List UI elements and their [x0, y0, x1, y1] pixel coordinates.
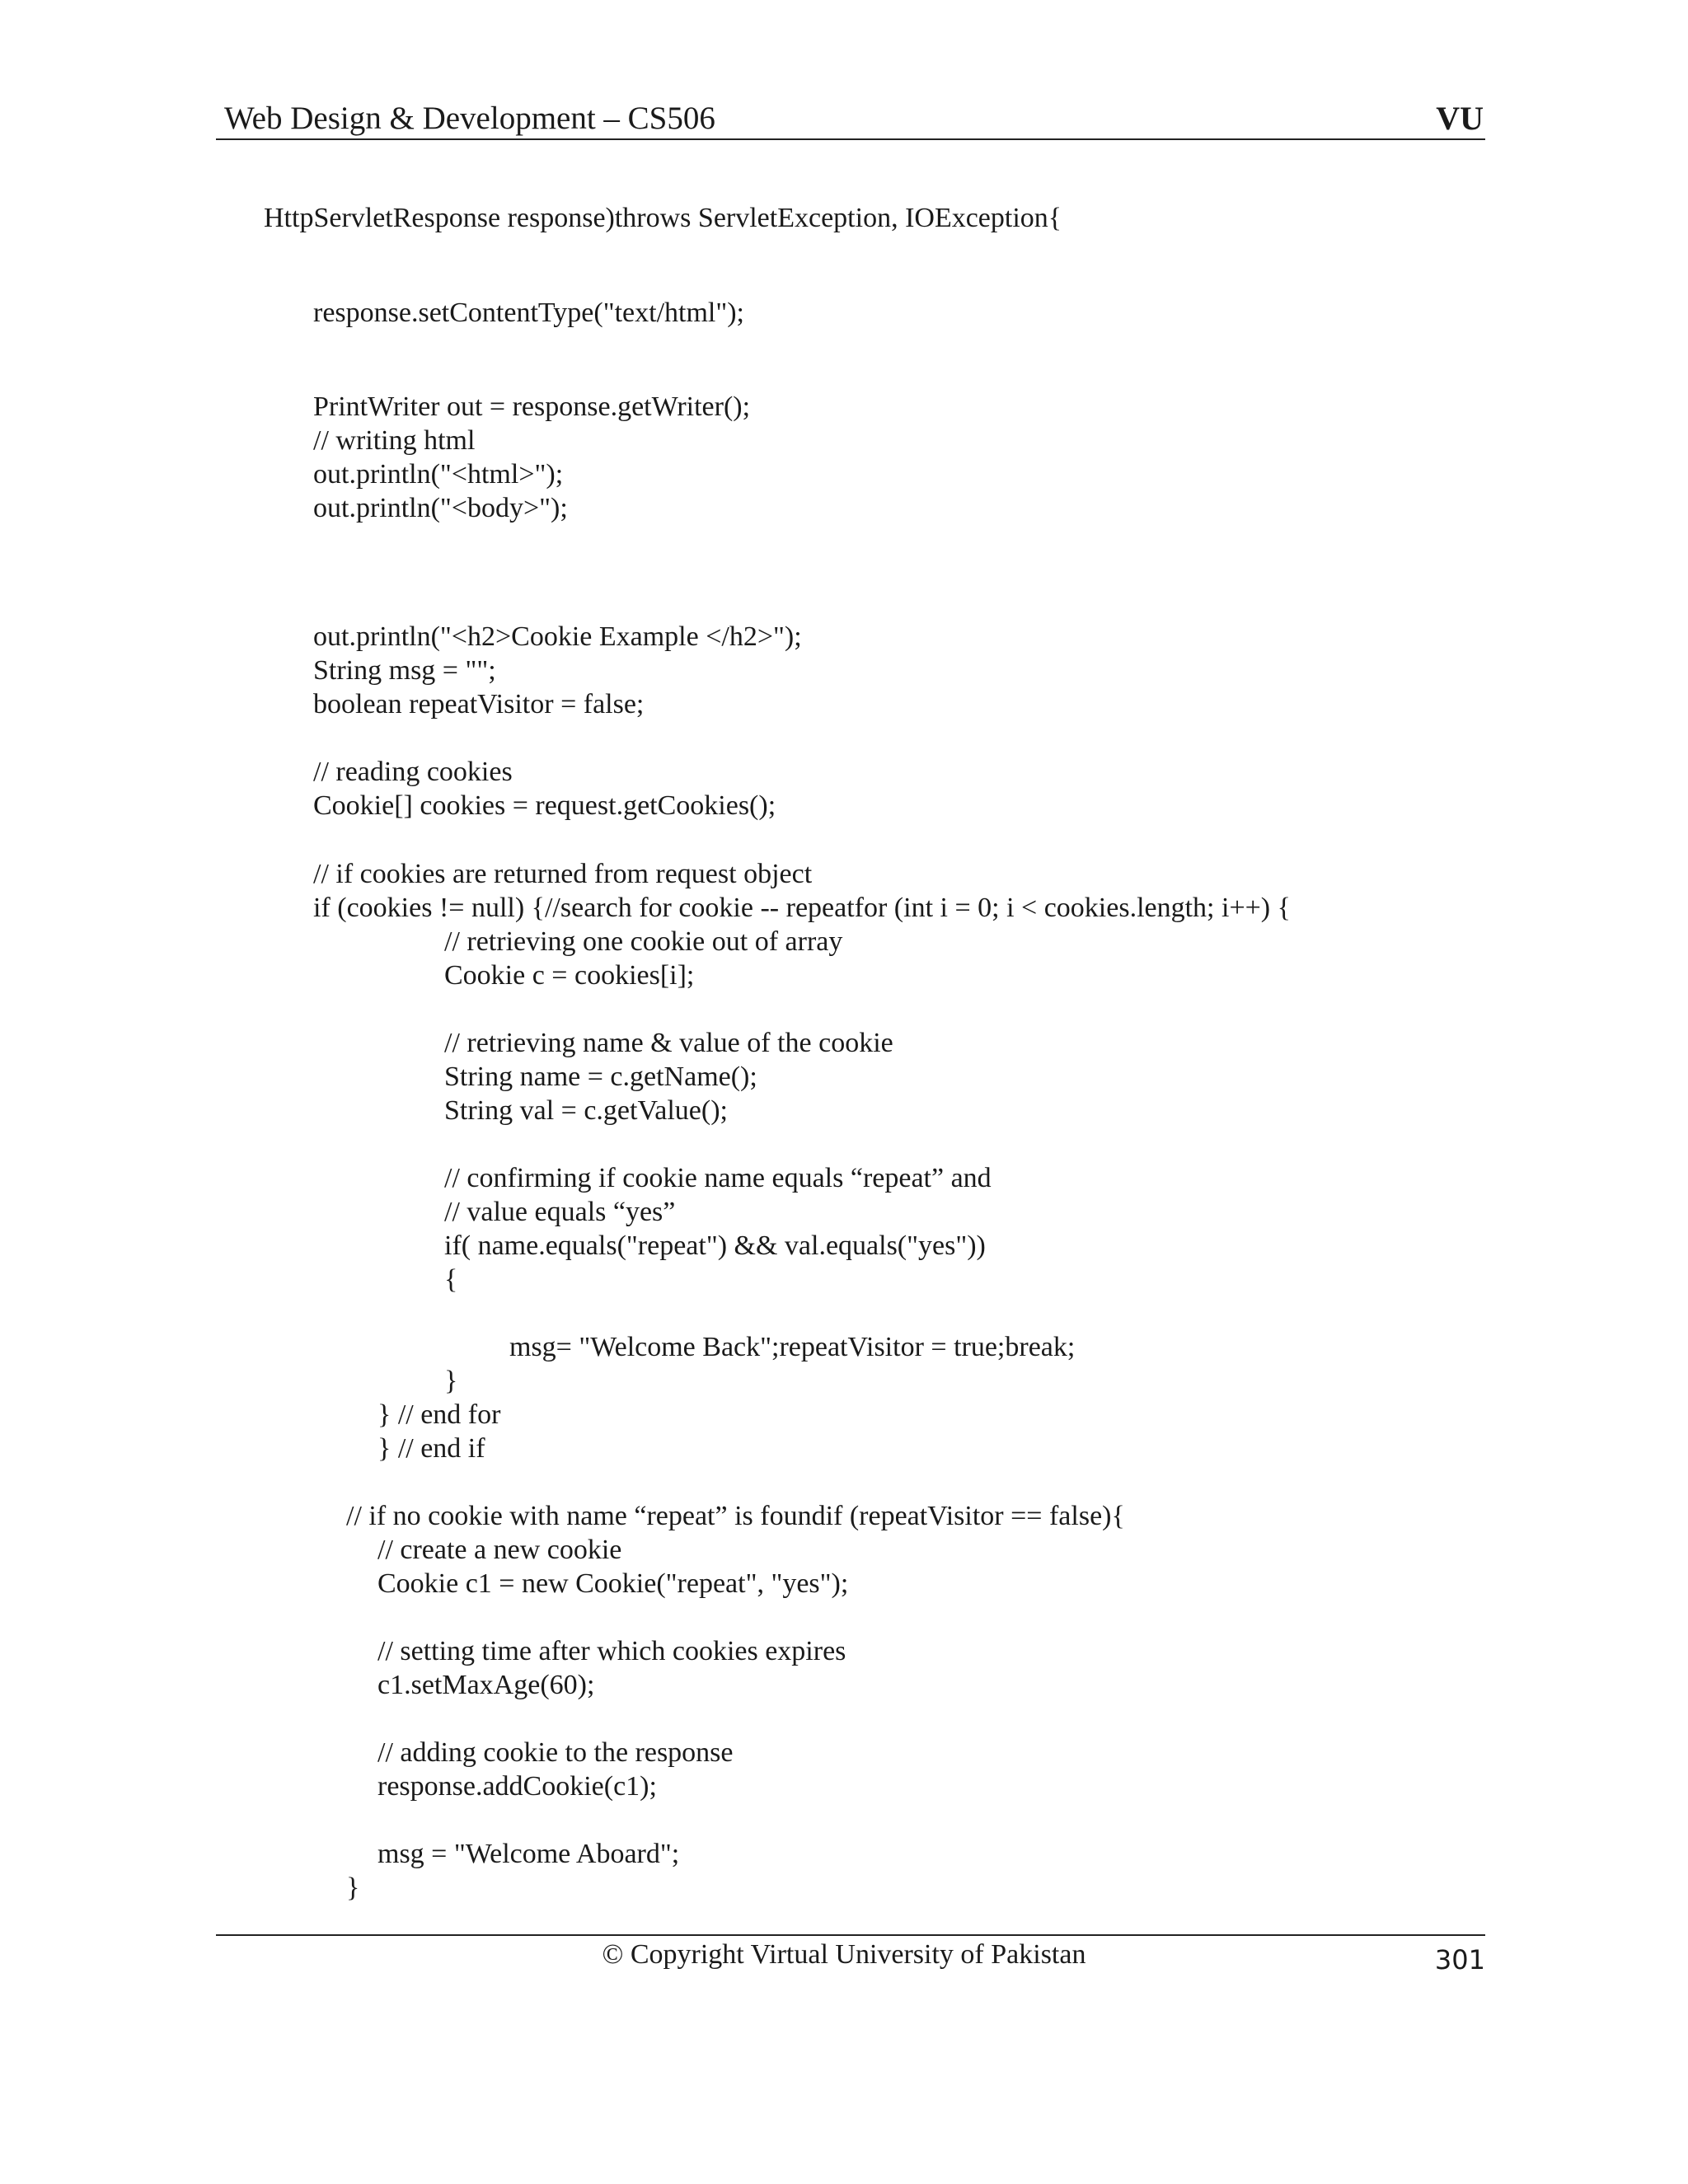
code-line: boolean repeatVisitor = false; — [313, 689, 645, 719]
vu-logo-text: VU — [1436, 100, 1484, 137]
code-line: String name = c.getName(); — [444, 1062, 757, 1092]
code-line: { — [444, 1264, 458, 1295]
code-line: } — [346, 1872, 360, 1903]
code-line: msg = "Welcome Aboard"; — [377, 1839, 680, 1869]
page-number: 301 — [1434, 1944, 1485, 1975]
code-line: Cookie c1 = new Cookie("repeat", "yes"); — [377, 1568, 849, 1599]
code-line: // value equals “yes” — [444, 1197, 676, 1227]
code-line: // confirming if cookie name equals “repeat” and — [444, 1163, 992, 1193]
code-line: // retrieving name & value of the cookie — [444, 1028, 893, 1058]
footer-divider — [216, 1934, 1485, 1936]
code-line: response.setContentType("text/html"); — [313, 298, 744, 328]
code-line: Cookie[] cookies = request.getCookies(); — [313, 790, 776, 821]
code-line: // create a new cookie — [377, 1535, 622, 1565]
copyright-notice: © Copyright Virtual University of Pakistan — [602, 1939, 1086, 1970]
code-line: if (cookies != null) {//search for cookie -- repeatfor (int i = 0; i < cookies.length; i++) { — [313, 893, 1291, 923]
code-line: response.addCookie(c1); — [377, 1771, 657, 1802]
code-line: HttpServletResponse response)throws ServletException, IOException{ — [264, 203, 1062, 233]
code-line: // if no cookie with name “repeat” is foundif (repeatVisitor == false){ — [346, 1501, 1125, 1531]
code-line: // adding cookie to the response — [377, 1737, 734, 1768]
code-line: out.println("<html>"); — [313, 459, 564, 490]
code-line: } — [444, 1366, 458, 1396]
code-line: // reading cookies — [313, 757, 513, 787]
code-line: msg= "Welcome Back";repeatVisitor = true;break; — [509, 1332, 1076, 1362]
code-line: String val = c.getValue(); — [444, 1095, 728, 1126]
code-line: c1.setMaxAge(60); — [377, 1670, 595, 1700]
code-line: if( name.equals("repeat") && val.equals("yes")) — [444, 1230, 986, 1261]
code-line: out.println("<body>"); — [313, 493, 568, 523]
page-header — [216, 97, 1485, 140]
code-line: String msg = ""; — [313, 655, 496, 686]
code-line: Cookie c = cookies[i]; — [444, 960, 695, 991]
code-line: // writing html — [313, 425, 476, 456]
code-line: out.println("<h2>Cookie Example </h2>"); — [313, 621, 802, 652]
code-line: } // end if — [377, 1433, 485, 1464]
code-line: // if cookies are returned from request object — [313, 859, 813, 889]
code-line: // setting time after which cookies expires — [377, 1636, 846, 1666]
course-title: Web Design & Development – CS506 — [224, 101, 715, 136]
code-line: // retrieving one cookie out of array — [444, 926, 843, 957]
code-line: } // end for — [377, 1399, 501, 1430]
code-line: PrintWriter out = response.getWriter(); — [313, 391, 751, 422]
